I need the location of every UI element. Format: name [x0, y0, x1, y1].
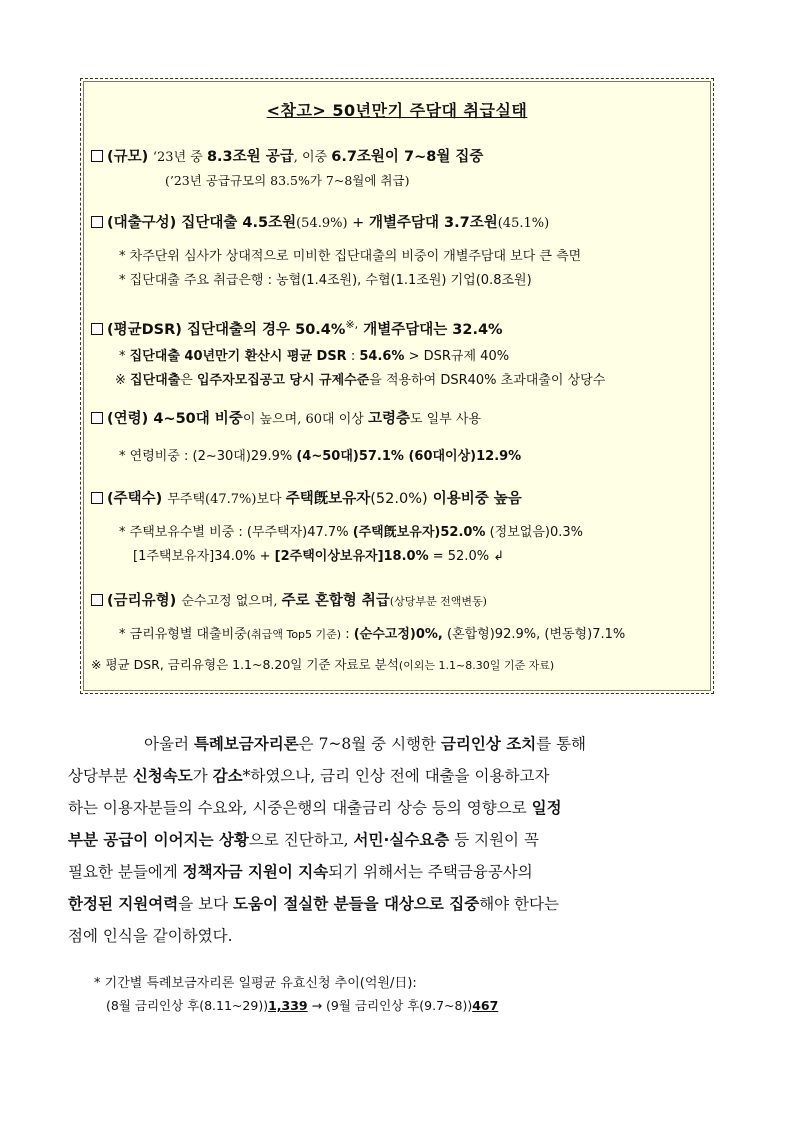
paragraph-line-1: 아울러 특례보금자리론은 7~8월 중 시행한 금리인상 조치를 통해 [144, 735, 587, 753]
section-houses-sub-2: [1주택보유자]34.0% + [2주택이상보유자]18.0% = 52.0% ↲ [133, 549, 505, 564]
section-composition-head: (대출구성) 집단대출 4.5조원(54.9%) + 개별주담대 3.7조원(45.1%) [91, 213, 549, 234]
checkbox-square-icon [91, 216, 103, 228]
footnote-line-1: * 기간별 특례보금자리론 일평균 유효신청 추이(억원/日): [94, 976, 417, 991]
section-age-head: (연령) 4~50대 비중이 높으며, 60대 이상 고령층도 일부 사용 [91, 409, 481, 430]
box-note: ※ 평균 DSR, 금리유형은 1.1~8.20일 기준 자료로 분석(이외는 1.1~8.30일 기준 자료) [91, 657, 555, 672]
section-rate-sub: * 금리유형별 대출비중(취급액 Top5 기준) : (순수고정)0%, (혼합형)92.9%, (변동형)7.1% [119, 627, 626, 642]
checkbox-square-icon [91, 594, 103, 606]
section-houses-sub-1: * 주택보유수별 비중 : (무주택자)47.7% (주택旣보유자)52.0% (정보없음)0.3% [119, 525, 584, 540]
body-paragraph [68, 728, 718, 952]
paragraph-line-3: 하는 이용자분들의 수요와, 시중은행의 대출금리 상승 등의 영향으로 일정 [68, 799, 562, 817]
section-scale-sub: (’23년 공급규모의 83.5%가 7~8월에 취급) [165, 173, 410, 188]
paragraph-line-5: 필요한 분들에게 정책자금 지원이 지속되기 위해서는 주택금융공사의 [68, 863, 533, 881]
box-title: <참고> 50년만기 주담대 취급실태 [266, 101, 528, 120]
section-houses-head: (주택수) 무주택(47.7%)보다 주택旣보유자(52.0%) 이용비중 높음 [91, 489, 522, 510]
paragraph-line-4: 부분 공급이 이어지는 상황으로 진단하고, 서민·실수요층 등 지원이 꼭 [68, 831, 539, 849]
section-composition-sub-1: * 차주단위 심사가 상대적으로 미비한 집단대출의 비중이 개별주담대 보다 큰 측면 [119, 249, 582, 264]
section-dsr-head: (평균DSR) 집단대출의 경우 50.4%※, 개별주담대는 32.4% [91, 315, 503, 340]
checkbox-square-icon [91, 412, 103, 424]
section-scale-head: (규모) ‘23년 중 8.3조원 공급, 이중 6.7조원이 7~8월 집중 [91, 147, 483, 168]
reference-box [80, 78, 714, 694]
paragraph-line-2: 상당부분 신청속도가 감소*하였으나, 금리 인상 전에 대출을 이용하고자 [68, 767, 550, 785]
checkbox-square-icon [91, 492, 103, 504]
section-dsr-sub-1: * 집단대출 40년만기 환산시 평균 DSR : 54.6% > DSR규제 40% [119, 349, 510, 364]
section-rate-head: (금리유형) 순수고정 없으며, 주로 혼합형 취급(상당부분 전액변동) [91, 591, 487, 612]
paragraph-line-6: 한정된 지원여력을 보다 도움이 절실한 분들을 대상으로 집중해야 한다는 [68, 895, 559, 913]
paragraph-line-7: 점에 인식을 같이하였다. [68, 927, 233, 945]
checkbox-square-icon [91, 150, 103, 162]
section-dsr-sub-2: ※ 집단대출은 입주자모집공고 당시 규제수준을 적용하여 DSR40% 초과대출이 상당수 [115, 373, 606, 388]
footnote-line-2: (8월 금리인상 후(8.11~29))1,339 → (9월 금리인상 후(9.7~8))467 [106, 998, 499, 1013]
section-age-sub: * 연령비중 : (2~30대)29.9% (4~50대)57.1% (60대이상)12.9% [119, 449, 522, 464]
checkbox-square-icon [91, 323, 103, 335]
section-composition-sub-2: * 집단대출 주요 취급은행 : 농협(1.4조원), 수협(1.1조원) 기업(0.8조원) [119, 273, 532, 288]
